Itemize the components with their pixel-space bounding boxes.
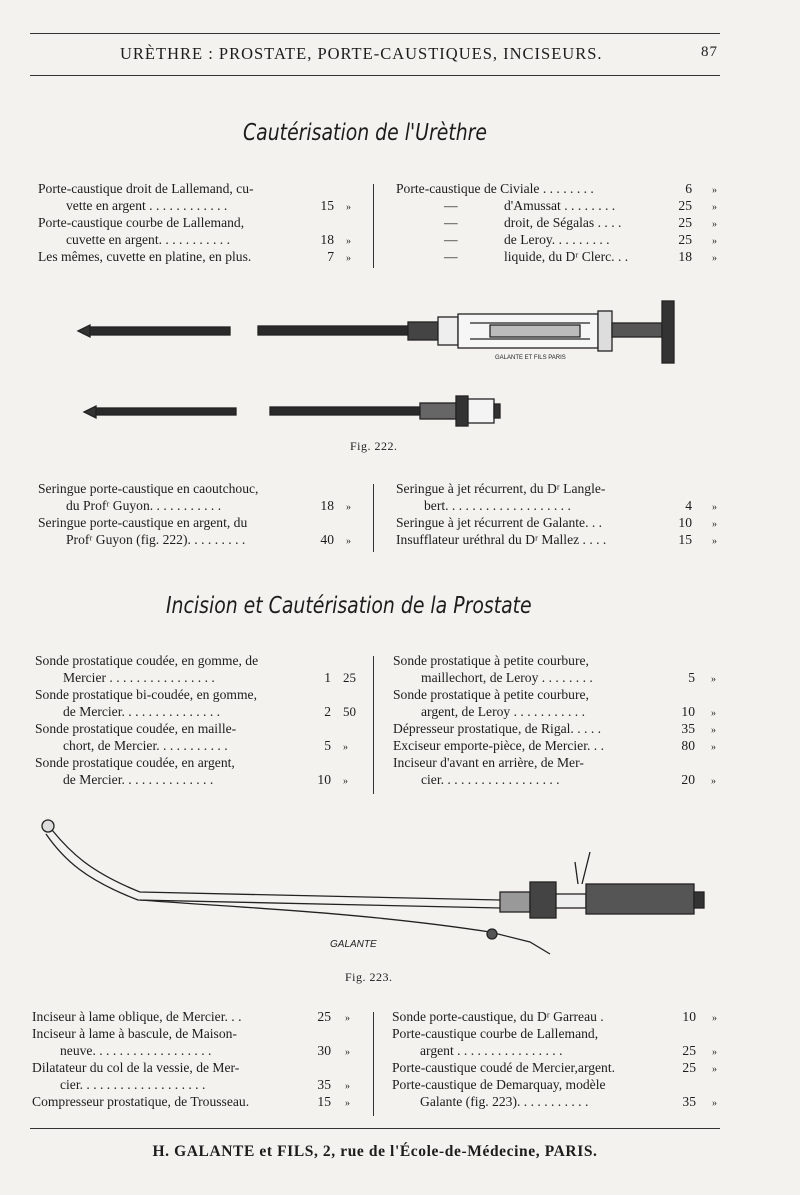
price-list-row [35, 720, 368, 737]
price-list-row [396, 531, 728, 548]
item-description: Porte-caustique courbe de Lallemand, [38, 215, 245, 230]
item-description: Sonde prostatique bi-coudée, en gomme, [35, 687, 257, 702]
item-description: Sonde porte-caustique, du Dʳ Garreau . [392, 1009, 604, 1024]
item-price-centimes: » [712, 219, 717, 230]
column-divider [373, 1012, 374, 1116]
price-list-urethre-left [38, 180, 368, 265]
item-description: Les mêmes, cuvette en platine, en plus. [38, 249, 252, 264]
column-divider [373, 656, 374, 794]
price-list-prostate-right [393, 652, 728, 788]
item-description: Inciseur à lame oblique, de Mercier. . . [32, 1009, 242, 1024]
item-price-centimes: » [712, 1064, 717, 1075]
column-divider [373, 484, 374, 552]
header-rule-bottom [30, 75, 720, 76]
item-price-francs: 30 [317, 1043, 331, 1058]
item-description: Sonde prostatique coudée, en maille- [35, 721, 237, 736]
item-price-francs: 10 [317, 772, 331, 787]
item-price-francs: 6 [685, 181, 692, 196]
price-list-row [32, 1093, 368, 1110]
item-price-centimes: » [711, 742, 716, 753]
price-list-row [35, 669, 368, 686]
item-description: chort, de Mercier. . . . . . . . . . . [63, 738, 228, 753]
item-description: de Mercier. . . . . . . . . . . . . . [63, 772, 214, 787]
item-description: Exciseur emporte-pièce, de Mercier. . . [393, 738, 604, 753]
price-list-row [35, 652, 368, 669]
price-list-row [38, 180, 368, 197]
price-list-row [32, 1025, 368, 1042]
price-list-row [35, 737, 368, 754]
header-rule-top [30, 33, 720, 34]
price-list-syringes-left [38, 480, 368, 548]
item-price-francs: 18 [320, 498, 334, 513]
item-price-francs: 18 [320, 232, 334, 247]
item-price-centimes: » [712, 519, 717, 530]
fig222-engraving: GALANTE ET FILS PARIS [495, 355, 566, 361]
item-description: cuvette en argent. . . . . . . . . . . [66, 232, 230, 247]
price-list-row [393, 720, 728, 737]
item-description: liquide, du Dʳ Clerc. . . [504, 249, 629, 264]
item-price-centimes: » [711, 776, 716, 787]
item-description: Seringue porte-caustique en caoutchouc, [38, 481, 259, 496]
item-description: Porte-caustique coudé de Mercier,argent. [392, 1060, 616, 1075]
price-list-row [32, 1008, 368, 1025]
price-list-row [38, 531, 368, 548]
item-description: Insufflateur uréthral du Dʳ Mallez . . . . [396, 532, 607, 547]
page-header [30, 44, 720, 68]
item-price-centimes: » [712, 536, 717, 547]
item-description: Dilatateur du col de la vessie, de Mer- [32, 1060, 240, 1075]
item-price-centimes: » [343, 742, 348, 753]
item-description: de Leroy. . . . . . . . . [504, 232, 610, 247]
price-list-row [393, 737, 728, 754]
item-price-francs: 40 [320, 532, 334, 547]
item-description: bert. . . . . . . . . . . . . . . . . . . [424, 498, 571, 513]
item-price-centimes: » [346, 502, 351, 513]
price-list-inciseurs-right [392, 1008, 728, 1110]
price-list-prostate-left [35, 652, 368, 788]
item-description: Seringue à jet récurrent, du Dʳ Langle- [396, 481, 606, 496]
item-description: de Mercier. . . . . . . . . . . . . . . [63, 704, 221, 719]
item-description: Sonde prostatique coudée, en gomme, de [35, 653, 259, 668]
price-list-row [32, 1059, 368, 1076]
item-description: Porte-caustique de Civiale . . . . . . . . [396, 181, 594, 196]
section-title-prostate: Incision et Cautérisation de la Prostate [166, 593, 532, 619]
price-list-row [393, 703, 728, 720]
item-price-francs: 5 [688, 670, 695, 685]
item-description: Galante (fig. 223). . . . . . . . . . . [420, 1094, 589, 1109]
item-price-centimes: » [345, 1047, 350, 1058]
price-list-row [35, 771, 368, 788]
item-price-francs: 5 [324, 738, 331, 753]
item-price-francs: 35 [681, 721, 695, 736]
item-price-centimes: » [343, 776, 348, 787]
item-price-centimes: » [345, 1098, 350, 1109]
item-description: cier. . . . . . . . . . . . . . . . . . . [60, 1077, 206, 1092]
item-price-francs: 15 [320, 198, 334, 213]
price-list-row [393, 771, 728, 788]
price-list-row [35, 703, 368, 720]
fig223-engraving: GALANTE [330, 939, 377, 950]
header-title: URÈTHRE : PROSTATE, PORTE-CAUSTIQUES, INCISEURS. [120, 44, 603, 63]
price-list-row [392, 1042, 728, 1059]
item-price-francs: 15 [678, 532, 692, 547]
item-price-centimes: » [712, 236, 717, 247]
item-price-francs: 10 [682, 1009, 696, 1024]
item-description: d'Amussat . . . . . . . . [504, 198, 616, 213]
item-description: Mercier . . . . . . . . . . . . . . . . [63, 670, 215, 685]
item-description: cier. . . . . . . . . . . . . . . . . . [421, 772, 560, 787]
item-price-centimes: » [712, 1047, 717, 1058]
item-description: Sonde prostatique coudée, en argent, [35, 755, 235, 770]
price-list-row [393, 686, 728, 703]
price-list-row [38, 231, 368, 248]
price-list-row [392, 1076, 728, 1093]
fig223-caption: Fig. 223. [345, 970, 393, 984]
item-description: du Profʳ Guyon. . . . . . . . . . . [66, 498, 222, 513]
item-price-francs: 18 [678, 249, 692, 264]
price-list-row [38, 214, 368, 231]
item-price-francs: 4 [685, 498, 692, 513]
publisher-footer: H. GALANTE et FILS, 2, rue de l'École-de-Médecine, PARIS. [152, 1143, 598, 1160]
item-price-francs: 25 [317, 1009, 331, 1024]
item-price-centimes: 50 [343, 704, 356, 719]
price-list-row [392, 1059, 728, 1076]
item-price-centimes: » [711, 725, 716, 736]
item-description: Seringue porte-caustique en argent, du [38, 515, 248, 530]
item-price-centimes: » [712, 1013, 717, 1024]
price-list-syringes-right [396, 480, 728, 548]
item-description: neuve. . . . . . . . . . . . . . . . . . [60, 1043, 212, 1058]
price-list-row [393, 754, 728, 771]
section-title-urethre: Cautérisation de l'Urèthre [243, 120, 488, 146]
item-description: vette en argent . . . . . . . . . . . . [66, 198, 228, 213]
item-description: Sonde prostatique à petite courbure, [393, 653, 589, 668]
price-list-row [393, 669, 728, 686]
item-price-francs: 25 [682, 1043, 696, 1058]
figure-222-syringes [70, 295, 710, 435]
ditto-dash: — [444, 232, 458, 247]
item-description: argent, de Leroy . . . . . . . . . . . [421, 704, 585, 719]
item-price-francs: 35 [682, 1094, 696, 1109]
fig222-caption: Fig. 222. [350, 439, 398, 453]
price-list-inciseurs-left [32, 1008, 368, 1110]
footer-rule [30, 1128, 720, 1129]
item-price-francs: 1 [324, 670, 331, 685]
item-description: Porte-caustique droit de Lallemand, cu- [38, 181, 254, 196]
item-price-centimes: » [345, 1013, 350, 1024]
item-price-centimes: » [346, 536, 351, 547]
price-list-row [392, 1093, 728, 1110]
price-list-row [38, 514, 368, 531]
item-description: droit, de Ségalas . . . . [504, 215, 622, 230]
price-list-row [35, 686, 368, 703]
ditto-dash: — [444, 215, 458, 230]
price-list-row [38, 480, 368, 497]
item-price-centimes: » [711, 708, 716, 719]
price-list-row [396, 514, 728, 531]
item-price-centimes: » [712, 1098, 717, 1109]
item-price-francs: 15 [317, 1094, 331, 1109]
item-price-centimes: » [712, 185, 717, 196]
item-price-francs: 25 [682, 1060, 696, 1075]
price-list-urethre-right [396, 180, 728, 265]
price-list-row [38, 497, 368, 514]
item-description: Inciseur à lame à bascule, de Maison- [32, 1026, 237, 1041]
item-price-francs: 35 [317, 1077, 331, 1092]
price-list-row [38, 197, 368, 214]
price-list-row [396, 248, 728, 265]
price-list-row [396, 497, 728, 514]
item-description: Seringue à jet récurrent de Galante. . . [396, 515, 603, 530]
item-price-centimes: » [711, 674, 716, 685]
figure-223-porte-caustique [30, 812, 720, 962]
price-list-row [392, 1008, 728, 1025]
column-divider [373, 184, 374, 268]
item-description: Dépresseur prostatique, de Rigal. . . . . [393, 721, 602, 736]
item-price-centimes: » [346, 236, 351, 247]
item-price-francs: 25 [678, 198, 692, 213]
price-list-row [35, 754, 368, 771]
item-price-francs: 7 [327, 249, 334, 264]
item-price-francs: 10 [681, 704, 695, 719]
item-description: Profʳ Guyon (fig. 222). . . . . . . . . [66, 532, 246, 547]
item-description: Compresseur prostatique, de Trousseau. [32, 1094, 250, 1109]
price-list-row [396, 197, 728, 214]
item-price-centimes: » [712, 502, 717, 513]
item-description: Sonde prostatique à petite courbure, [393, 687, 589, 702]
price-list-row [38, 248, 368, 265]
item-description: maillechort, de Leroy . . . . . . . . [421, 670, 593, 685]
price-list-row [32, 1042, 368, 1059]
item-price-centimes: » [346, 202, 351, 213]
price-list-row [393, 652, 728, 669]
item-price-francs: 2 [324, 704, 331, 719]
ditto-dash: — [444, 249, 458, 264]
item-price-francs: 80 [681, 738, 695, 753]
item-price-francs: 25 [678, 232, 692, 247]
item-description: Porte-caustique de Demarquay, modèle [392, 1077, 606, 1092]
item-description: Inciseur d'avant en arrière, de Mer- [393, 755, 584, 770]
item-price-centimes: » [345, 1081, 350, 1092]
price-list-row [396, 180, 728, 197]
item-price-centimes: » [346, 253, 351, 264]
price-list-row [396, 214, 728, 231]
item-price-centimes: » [712, 253, 717, 264]
item-price-centimes: » [712, 202, 717, 213]
item-price-francs: 25 [678, 215, 692, 230]
item-description: argent . . . . . . . . . . . . . . . . [420, 1043, 563, 1058]
item-price-francs: 20 [681, 772, 695, 787]
item-description: Porte-caustique courbe de Lallemand, [392, 1026, 599, 1041]
ditto-dash: — [444, 198, 458, 213]
price-list-row [396, 231, 728, 248]
price-list-row [392, 1025, 728, 1042]
price-list-row [32, 1076, 368, 1093]
item-price-centimes: 25 [343, 670, 356, 685]
page-number: 87 [701, 44, 718, 60]
price-list-row [396, 480, 728, 497]
item-price-francs: 10 [678, 515, 692, 530]
